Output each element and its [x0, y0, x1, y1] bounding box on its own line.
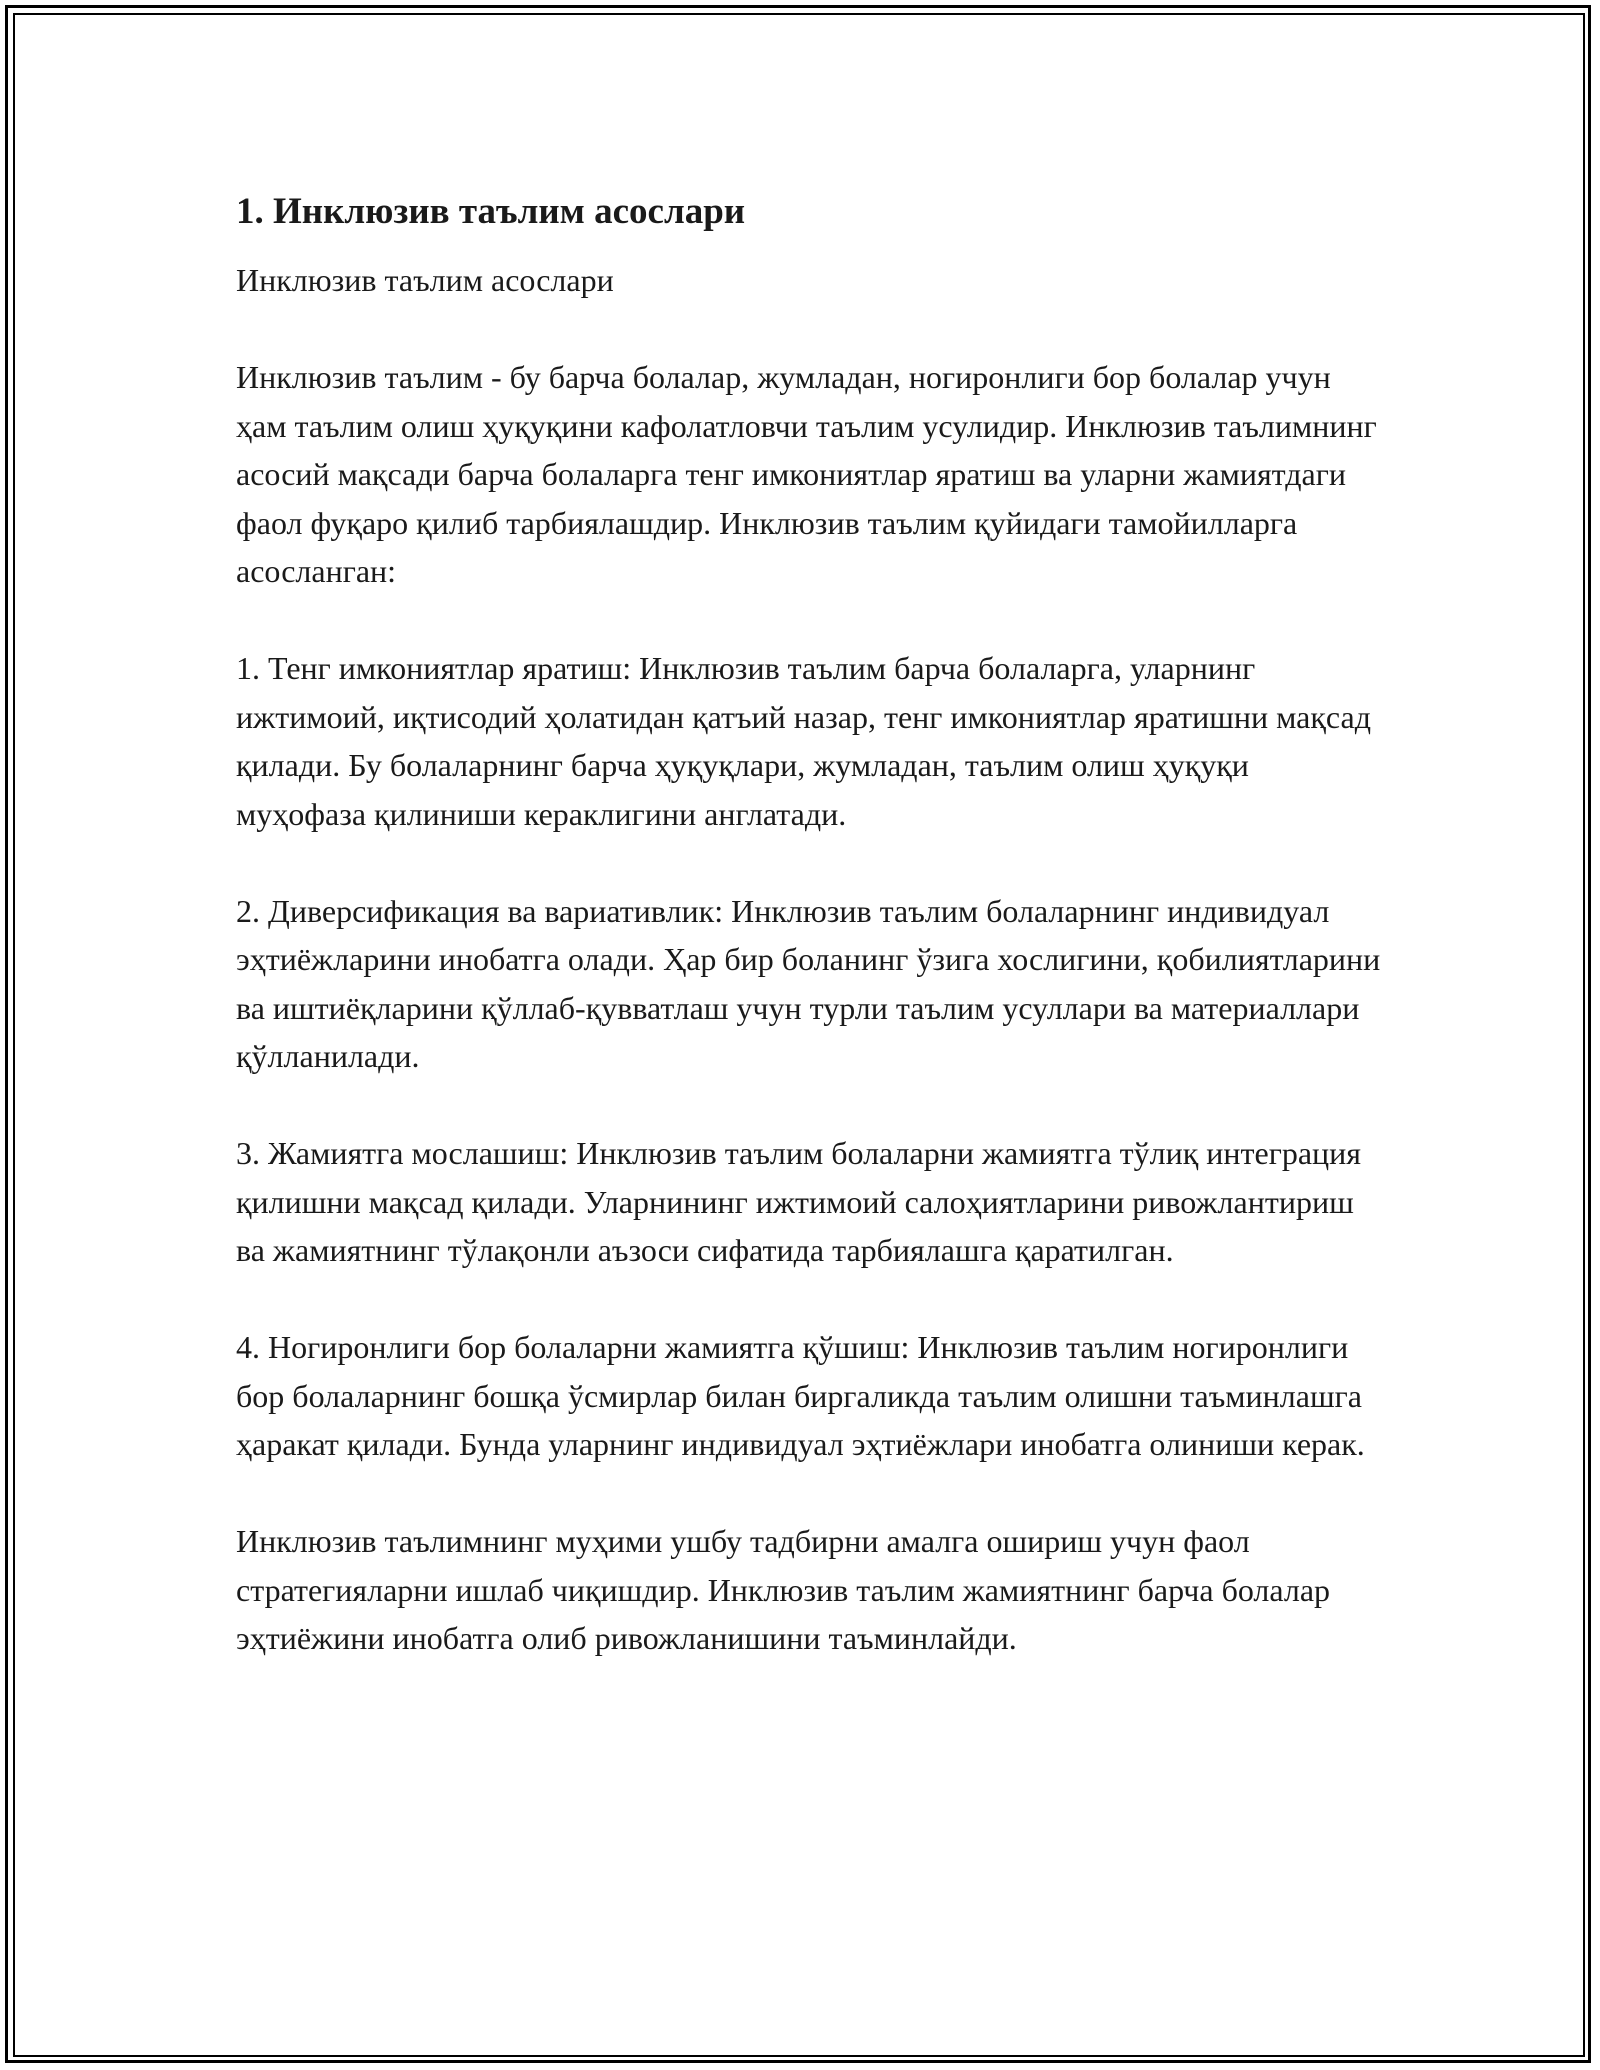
document-body: [236, 186, 1386, 1663]
paragraph-principle-1: 1. Тенг имкониятлар яратиш: Инклюзив таълим барча болаларга, уларнинг ижтимоий, иқтисодий ҳолатидан қатъий назар, тенг имкониятлар яратишни мақсад қилади. Бу болаларнинг барча ҳуқуқлари, жумладан, таълим олиш ҳуқуқи муҳофаза қилиниши кераклигини англатади.: [236, 650, 1371, 832]
paragraph-conclusion: Инклюзив таълимнинг муҳими ушбу тадбирни амалга ошириш учун фаол стратегияларни ишлаб чиқишдир. Инклюзив таълим жамиятнинг барча болалар эҳтиёжини инобатга олиб ривожланишини таъминлайди.: [236, 1523, 1331, 1656]
paragraph-intro: Инклюзив таълим - бу барча болалар, жумладан, ногиронлиги бор болалар учун ҳам таълим олиш ҳуқуқини кафолатловчи таълим усулидир. Инклюзив таълимнинг асосий мақсади барча болаларга тенг имкониятлар яратиш ва уларни жамиятдаги фаол фуқаро қилиб тарбиялашдир. Инклюзив таълим қуйидаги тамойилларга асосланган:: [236, 359, 1377, 589]
paragraph-principle-4: 4. Ногиронлиги бор болаларни жамиятга қўшиш: Инклюзив таълим ногиронлиги бор болаларнинг бошқа ўсмирлар билан биргаликда таълим олишни таъминлашга ҳаракат қилади. Бунда уларнинг индивидуал эҳтиёжлари инобатга олиниши керак.: [236, 1329, 1365, 1462]
paragraph-principle-3: 3. Жамиятга мослашиш: Инклюзив таълим болаларни жамиятга тўлиқ интеграция қилишни мақсад қилади. Уларнининг ижтимоий салоҳиятларини ривожлантириш ва жамиятнинг тўлақонли аъзоси сифатида тарбиялашга қаратилган.: [236, 1135, 1362, 1268]
paragraph-principle-2: 2. Диверсификация ва вариативлик: Инклюзив таълим болаларнинг индивидуал эҳтиёжларини инобатга олади. Ҳар бир боланинг ўзига хослигини, қобилиятларини ва иштиёқларини қўллаб-қувватлаш учун турли таълим усуллари ва материаллари қўлланилади.: [236, 892, 1381, 1074]
document-subtitle: Инклюзив таълим асослари: [236, 262, 614, 298]
document-title: 1. Инклюзив таълим асослари: [236, 191, 746, 232]
